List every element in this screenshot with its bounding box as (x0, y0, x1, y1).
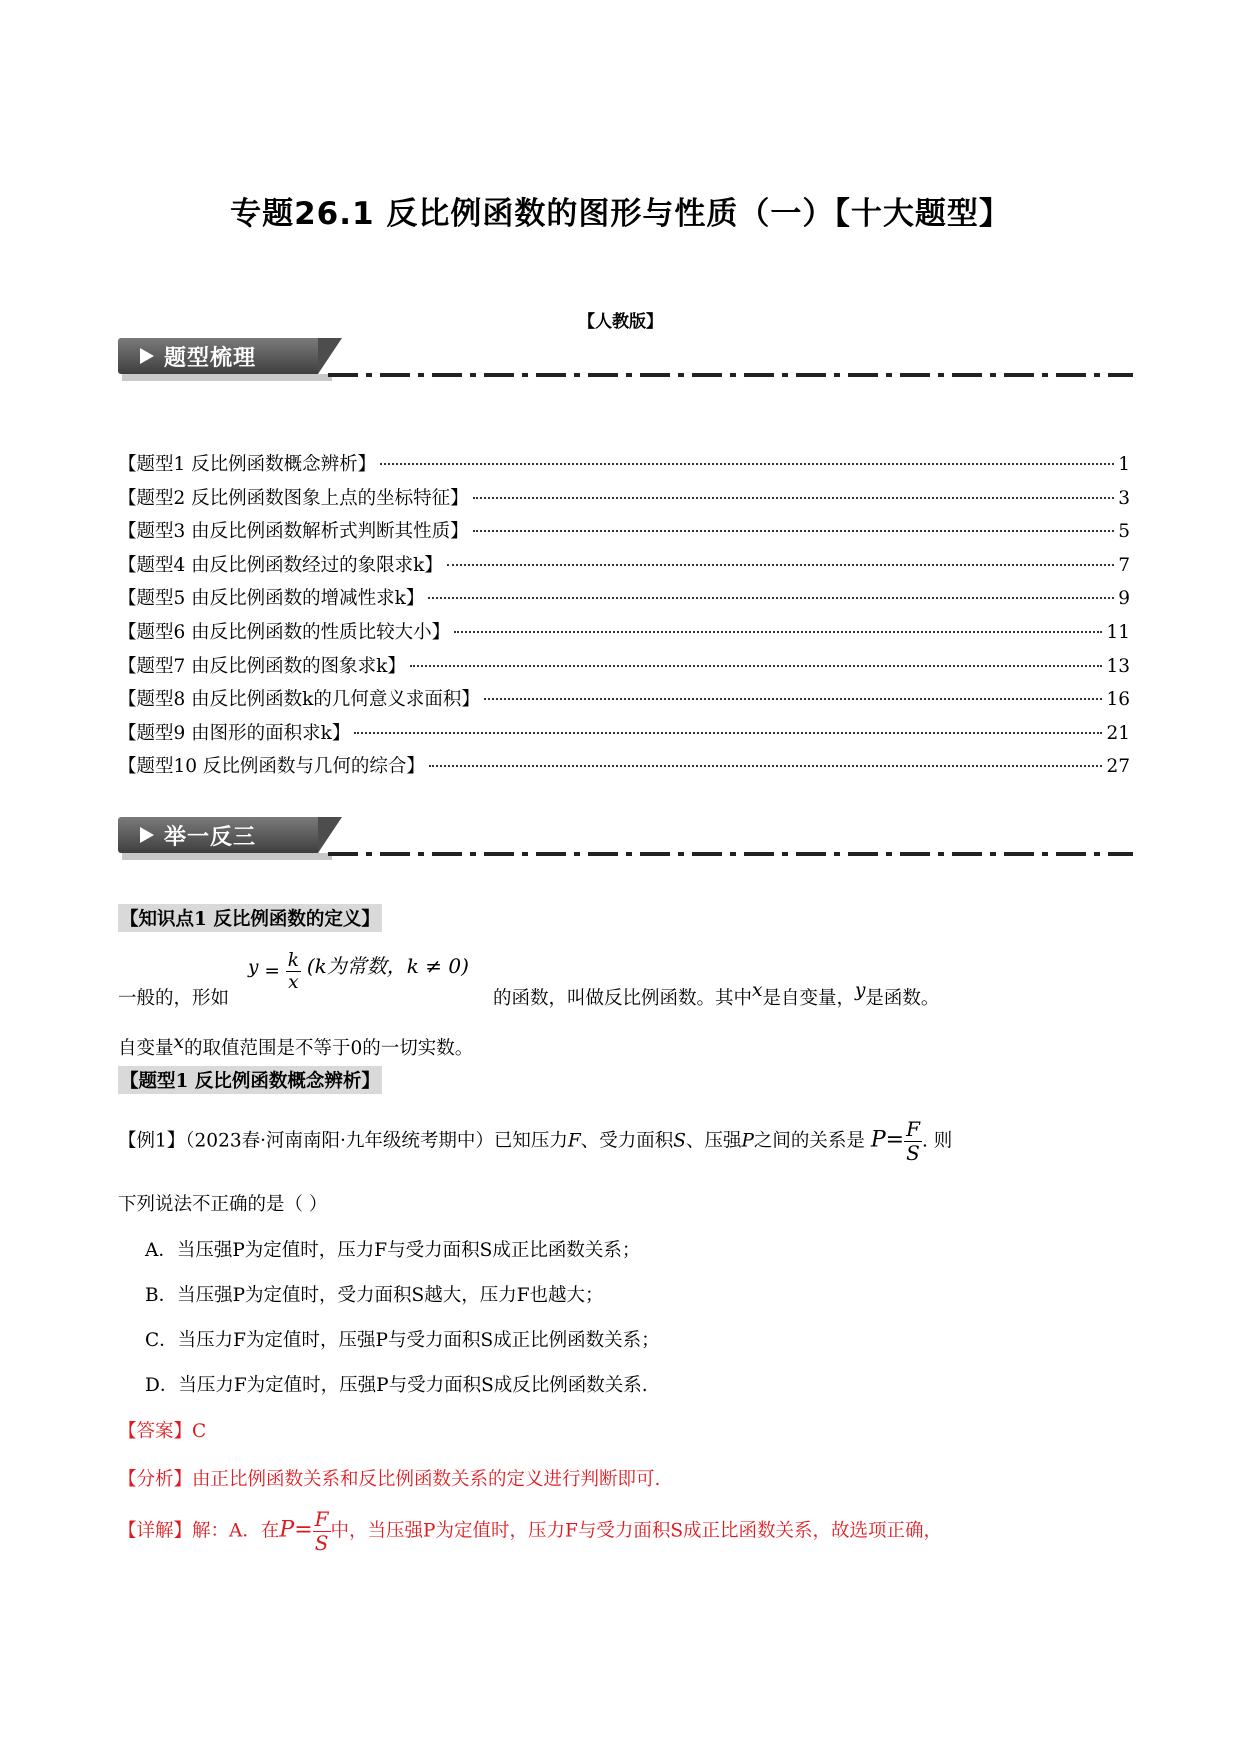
toc-page-number: 13 (1106, 655, 1130, 677)
analysis-label: 【分析】 (118, 1469, 193, 1490)
toc-page-number: 27 (1106, 756, 1130, 778)
section-header-overview (118, 338, 1133, 388)
toc-leader (447, 564, 1114, 566)
formula-y: y (248, 956, 259, 978)
toc-leader (473, 530, 1115, 532)
toc-page-number: 21 (1106, 722, 1130, 744)
definition-post (493, 980, 940, 1010)
var-y: y (854, 980, 866, 1001)
toc-page-number: 5 (1118, 521, 1130, 543)
fraction-denominator: x (288, 972, 299, 994)
definition-formula (248, 950, 469, 994)
toc-page-number: 9 (1118, 588, 1130, 610)
answer-label: 【答案】 (118, 1421, 193, 1442)
example-text: 、压强 (685, 1130, 742, 1152)
toc-label: 【题型6 由反比例函数的性质比较大小】 (118, 621, 451, 643)
section-divider (328, 373, 1133, 377)
toc-entry[interactable] (118, 618, 1130, 652)
example-text: 、受力面积 (580, 1130, 674, 1152)
var-p: P (741, 1130, 754, 1152)
definition-post-text: 的函数，叫做反比例函数。其中 (493, 988, 753, 1009)
var-x: x (173, 1032, 184, 1053)
fraction-numerator: F (314, 1507, 329, 1531)
detail-pre: 解：A．在 (192, 1520, 280, 1542)
var-f: F (567, 1130, 581, 1152)
page-title: 专题26.1 反比例函数的图形与性质（一）【十大题型】 (230, 196, 1011, 232)
formula-condition: (k为常数，k ≠ 0) (306, 953, 469, 978)
section-tab (118, 338, 318, 374)
toc-leader (410, 665, 1103, 667)
option-d: D．当压力F为定值时，压强P与受力面积S成反比例函数关系. (145, 1375, 648, 1396)
toc-label: 【题型9 由图形的面积求k】 (118, 722, 351, 744)
toc-label: 【题型8 由反比例函数k的几何意义求面积】 (118, 689, 480, 711)
toc-page-number: 16 (1106, 689, 1130, 711)
analysis-line (118, 1465, 660, 1491)
example1-question: 下列说法不正确的是（ ） (118, 1194, 328, 1215)
detail-text: 中，当压强P为定值时，压力F与受力面积S成正比函数关系，故选项正确， (330, 1520, 942, 1542)
toc-entry[interactable] (118, 551, 1130, 585)
section-title: 题型梳理 (164, 346, 257, 371)
play-triangle-icon (140, 348, 154, 364)
var-x: x (752, 980, 763, 1001)
section-title: 举一反三 (164, 825, 257, 850)
formula-equals: = (294, 1517, 313, 1543)
answer-line (118, 1417, 206, 1443)
toc-entry[interactable] (118, 584, 1130, 618)
toc-page-number: 3 (1118, 487, 1130, 509)
edition-label: 【人教版】 (578, 312, 663, 332)
detail-line (118, 1508, 942, 1555)
definition-end-text: 是函数。 (865, 988, 940, 1009)
formula-fraction (904, 1118, 922, 1165)
toc-entry[interactable] (118, 484, 1130, 518)
toc-label: 【题型3 由反比例函数解析式判断其性质】 (118, 521, 469, 543)
section-tab (118, 817, 318, 853)
toc-page-number: 1 (1118, 454, 1130, 475)
toc-label: 【题型5 由反比例函数的增减性求k】 (118, 588, 425, 610)
section-divider (328, 852, 1133, 856)
section-tab-shadow (122, 374, 332, 381)
option-a: A．当压强P为定值时，压力F与受力面积S成正比函数关系； (145, 1240, 641, 1261)
example-text: . 则 (921, 1130, 953, 1152)
fraction-numerator: F (906, 1117, 920, 1141)
domain-line (118, 1034, 473, 1060)
formula-p: P (279, 1517, 295, 1543)
definition-pre: 一般的，形如 (118, 988, 230, 1009)
toc-page-number: 7 (1118, 554, 1130, 576)
toc-entry[interactable] (118, 517, 1130, 551)
definition-line (118, 950, 1128, 1010)
option-c: C．当压力F为定值时，压强P与受力面积S成正比例函数关系； (145, 1330, 660, 1351)
toc-page-number: 11 (1106, 621, 1130, 643)
formula-fraction (286, 950, 301, 994)
toc-entry[interactable] (118, 652, 1130, 686)
toc-leader (380, 463, 1114, 465)
detail-label: 【详解】 (118, 1520, 193, 1542)
toc-leader (429, 765, 1103, 767)
option-b: B．当压强P为定值时，受力面积S越大，压力F也越大； (145, 1285, 604, 1306)
toc-leader (484, 698, 1103, 700)
domain-post: 的取值范围是不等于0的一切实数。 (183, 1038, 474, 1059)
toc-leader (473, 497, 1115, 499)
fraction-numerator: k (287, 950, 299, 971)
toc-leader (454, 631, 1102, 633)
toc-leader (428, 597, 1114, 599)
fraction-denominator: S (314, 1531, 329, 1555)
table-of-contents (118, 450, 1130, 786)
example-label: 【例1】 (118, 1130, 186, 1152)
formula-equals: = (885, 1127, 905, 1153)
section-header-examples (118, 817, 1133, 867)
knowledge-heading: 【知识点1 反比例函数的定义】 (118, 904, 382, 932)
fraction-denominator: S (906, 1141, 920, 1165)
formula-p: P (870, 1127, 886, 1153)
formula-fraction (313, 1508, 331, 1555)
toc-entry[interactable] (118, 719, 1130, 753)
toc-label: 【题型7 由反比例函数的图象求k】 (118, 655, 406, 677)
toc-label: 【题型2 反比例函数图象上点的坐标特征】 (118, 487, 469, 509)
example1-line (118, 1118, 952, 1165)
definition-mid-text: 是自变量， (762, 988, 855, 1009)
example-source: （2023春·河南南阳·九年级统考期中）已知压力 (185, 1130, 568, 1152)
toc-leader (354, 732, 1102, 734)
toc-entry[interactable] (118, 752, 1130, 786)
example-text: 之间的关系是 (753, 1130, 865, 1152)
domain-pre: 自变量 (118, 1038, 174, 1059)
toc-label: 【题型4 由反比例函数经过的象限求k】 (118, 554, 443, 576)
toc-entry[interactable] (118, 450, 1130, 484)
toc-entry[interactable] (118, 685, 1130, 719)
answer-value: C (192, 1421, 207, 1442)
toc-label: 【题型10 反比例函数与几何的综合】 (118, 756, 425, 778)
section-tab-shadow (122, 853, 332, 860)
var-s: S (673, 1130, 686, 1152)
formula-equals: = (264, 960, 280, 982)
play-triangle-icon (140, 827, 154, 843)
toc-label: 【题型1 反比例函数概念辨析】 (118, 454, 377, 475)
analysis-text: 由正比例函数关系和反比例函数关系的定义进行判断即可. (192, 1469, 661, 1490)
type1-heading: 【题型1 反比例函数概念辨析】 (118, 1066, 382, 1094)
